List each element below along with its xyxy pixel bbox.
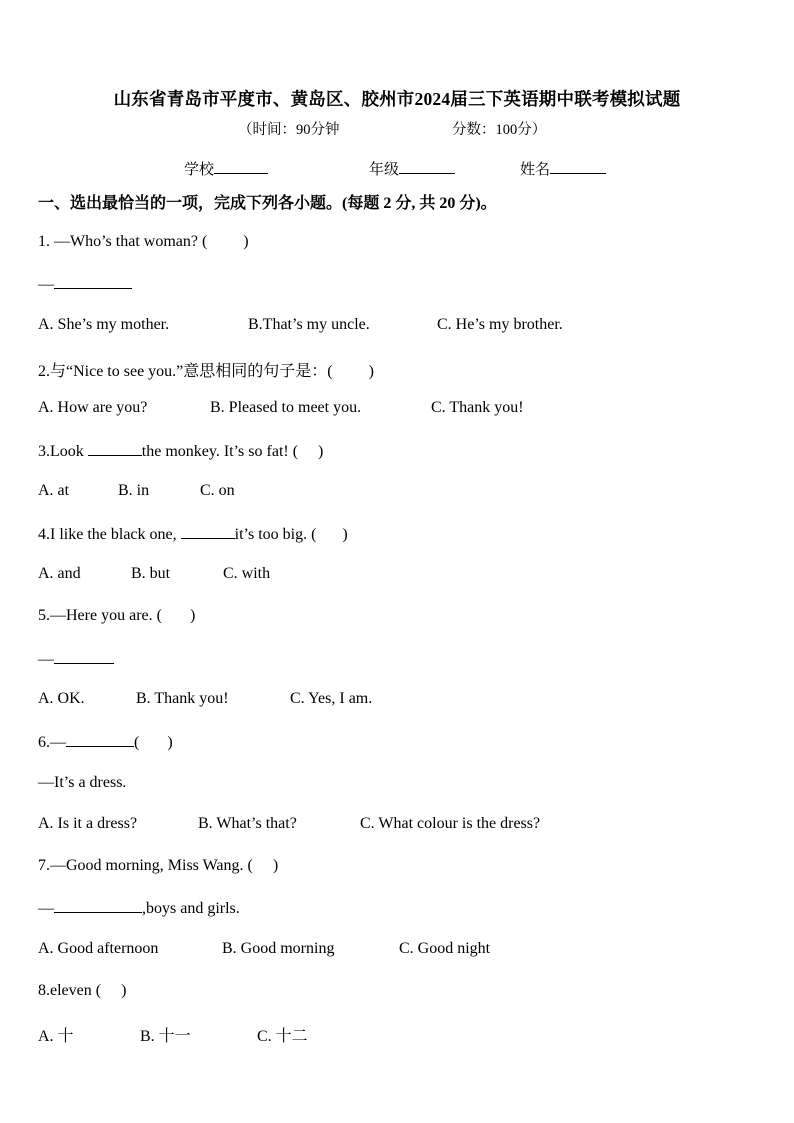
name-blank[interactable]	[550, 158, 606, 174]
q4-pre: 4.I like the black one,	[38, 526, 177, 543]
q1-option-c[interactable]: C. He’s my brother.	[437, 316, 563, 333]
grade-field[interactable]	[369, 158, 455, 179]
question-8	[38, 982, 126, 1000]
q8-close: )	[121, 982, 127, 999]
exam-title: 山东省青岛市平度市、黄岛区、胶州市2024届三下英语期中联考模拟试题	[113, 89, 681, 109]
q4-option-a[interactable]: A. and	[38, 565, 81, 582]
q2-option-a[interactable]: A. How are you?	[38, 399, 148, 416]
q7-option-b[interactable]: B. Good morning	[222, 940, 335, 957]
q1-close: )	[243, 233, 249, 250]
exam-time: （时间：90分钟	[238, 122, 340, 138]
grade-label: 年级	[369, 162, 400, 178]
q1-option-b[interactable]: B.That’s my uncle.	[248, 316, 370, 333]
q8-option-b[interactable]: B. 十一	[140, 1028, 191, 1045]
question-6	[38, 732, 173, 752]
q3-blank[interactable]	[88, 441, 142, 456]
q6-pre: 6.—	[38, 734, 66, 751]
q1-dash: —	[38, 276, 54, 293]
question-2	[38, 358, 374, 381]
q2-option-c[interactable]: C. Thank you!	[431, 399, 524, 416]
q8-stem: 8.eleven (	[38, 982, 102, 999]
q5-dash: —	[38, 651, 54, 668]
q3-option-c[interactable]: C. on	[200, 482, 235, 499]
q7-option-c[interactable]: C. Good night	[399, 940, 491, 957]
school-label: 学校	[184, 162, 215, 178]
q7-dash: —	[38, 900, 54, 917]
q1-reply	[38, 274, 132, 294]
q2-stem: 2.与“Nice to see you.”意思相同的句子是：(	[38, 363, 333, 380]
q5-reply-blank[interactable]	[54, 649, 114, 664]
q4-blank[interactable]	[181, 524, 235, 539]
q5-option-c[interactable]: C. Yes, I am.	[290, 690, 373, 707]
q7-reply	[38, 898, 240, 918]
q7-option-a[interactable]: A. Good afternoon	[38, 940, 159, 957]
q7-post: ,boys and girls.	[142, 900, 240, 917]
q1-reply-blank[interactable]	[54, 274, 132, 289]
exam-score: 分数：100分）	[452, 122, 547, 138]
q8-option-a[interactable]: A. 十	[38, 1028, 74, 1045]
name-label: 姓名	[520, 162, 551, 178]
q1-option-a[interactable]: A. She’s my mother.	[38, 316, 170, 333]
question-7	[38, 857, 278, 875]
q2-option-b[interactable]: B. Pleased to meet you.	[210, 399, 362, 416]
school-field[interactable]	[184, 158, 268, 179]
q6-blank[interactable]	[66, 732, 134, 747]
q6-option-b[interactable]: B. What’s that?	[198, 815, 297, 832]
q8-option-c[interactable]: C. 十二	[257, 1028, 308, 1045]
q6-open: (	[134, 734, 140, 751]
question-1	[38, 233, 249, 251]
q4-option-c[interactable]: C. with	[223, 565, 271, 582]
q6-option-c[interactable]: C. What colour is the dress?	[360, 815, 541, 832]
grade-blank[interactable]	[399, 158, 455, 174]
q3-option-b[interactable]: B. in	[118, 482, 150, 499]
q7-stem: 7.—Good morning, Miss Wang. (	[38, 857, 253, 874]
q1-stem: 1. —Who’s that woman? (	[38, 233, 208, 250]
question-3	[38, 441, 323, 461]
q7-close: )	[272, 857, 279, 874]
q3-option-a[interactable]: A. at	[38, 482, 70, 499]
question-5	[38, 607, 195, 625]
school-blank[interactable]	[214, 158, 268, 174]
name-field[interactable]	[520, 158, 606, 179]
q5-reply	[38, 649, 114, 669]
q6-answer-line: —It’s a dress.	[38, 774, 127, 791]
q6-option-a[interactable]: A. Is it a dress?	[38, 815, 138, 832]
q4-post: it’s too big. (	[234, 526, 317, 543]
q3-post: the monkey. It’s so fat! (	[141, 443, 299, 460]
q3-close: )	[318, 443, 324, 460]
q2-close: )	[368, 363, 374, 380]
q5-close: )	[189, 607, 196, 624]
q4-option-b[interactable]: B. but	[131, 565, 171, 582]
q5-stem: 5.—Here you are. (	[38, 607, 162, 624]
section-heading: 一、选出最恰当的一项，完成下列各小题。(每题 2 分, 共 20 分)。	[38, 195, 497, 212]
q4-close: )	[342, 526, 348, 543]
q5-option-b[interactable]: B. Thank you!	[136, 690, 229, 707]
q3-pre: 3.Look	[38, 443, 84, 460]
q7-reply-blank[interactable]	[54, 898, 142, 913]
question-4	[38, 524, 348, 544]
q5-option-a[interactable]: A. OK.	[38, 690, 85, 707]
q6-close: )	[167, 734, 173, 751]
